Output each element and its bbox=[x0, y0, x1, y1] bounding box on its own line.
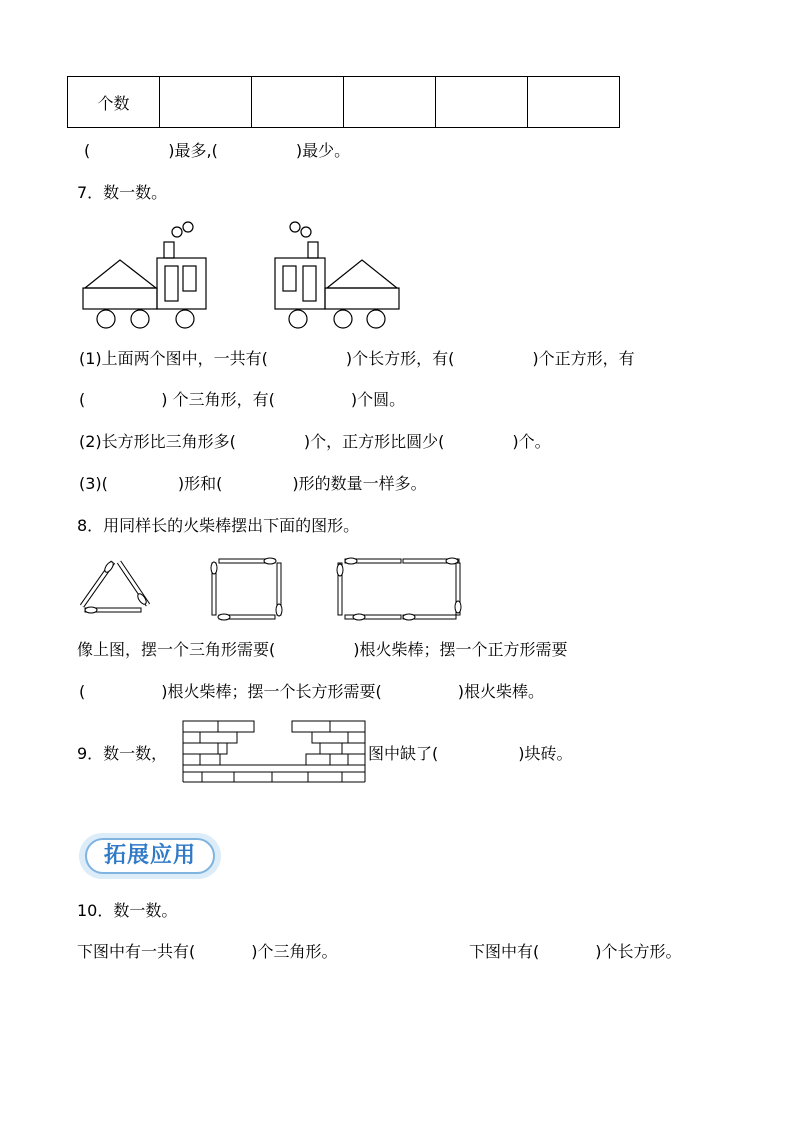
q9-suffix-text-b: )块砖。 bbox=[518, 744, 573, 763]
q8-line1-text-b: )根火柴棒；摆一个正方形需要 bbox=[353, 640, 568, 659]
q7-line4-text-a: (3)( bbox=[79, 474, 108, 493]
q10-left-text-a: 下图中有一共有( bbox=[77, 942, 196, 961]
q10-right-text-a: 下图中有( bbox=[469, 942, 540, 961]
q7-line2-text-c: )个圆。 bbox=[350, 390, 406, 409]
q10-left-line bbox=[77, 942, 338, 962]
q7-line4-text-c: )形的数量一样多。 bbox=[292, 474, 427, 493]
q6-paren-open: ( bbox=[84, 141, 91, 160]
q7-line1-text-c: )个正方形，有 bbox=[532, 349, 635, 368]
q8-line1-text-a: 像上图，摆一个三角形需要( bbox=[77, 640, 276, 659]
q8-line2-text-b: )根火柴棒；摆一个长方形需要( bbox=[161, 682, 382, 701]
q7-line2-text-b: ) 个三角形，有( bbox=[161, 390, 275, 409]
q7-line1-text-b: )个长方形，有( bbox=[345, 349, 455, 368]
q10-left-text-b: )个三角形。 bbox=[251, 942, 338, 961]
q8-line2-text-c: )根火柴棒。 bbox=[457, 682, 544, 701]
row-label: 个数 bbox=[68, 77, 160, 128]
q9-suffix-text-a: 图中缺了( bbox=[368, 744, 439, 763]
q8-line2-text-a: ( bbox=[79, 682, 86, 701]
q7-line4-text-b: )形和( bbox=[177, 474, 223, 493]
matchstick-rectangle bbox=[337, 558, 461, 620]
q9-prefix: 9．数一数， bbox=[77, 744, 168, 763]
q10-right-text-b: )个长方形。 bbox=[595, 942, 682, 961]
q8-line1 bbox=[77, 640, 568, 660]
q6-least-text: )最少。 bbox=[295, 141, 351, 160]
matchstick-square bbox=[211, 558, 282, 620]
brick-wall-figure bbox=[182, 720, 368, 784]
badge-text: 拓展应用 bbox=[103, 843, 196, 868]
q9-suffix bbox=[368, 744, 573, 764]
q7-line2-text-a: ( bbox=[79, 390, 86, 409]
q7-line3-text-a: (2)长方形比三角形多( bbox=[79, 432, 236, 451]
matchstick-triangle bbox=[82, 560, 148, 613]
q8-title: 8．用同样长的火柴棒摆出下面的图形。 bbox=[77, 516, 360, 535]
q7-line1-text-a: (1)上面两个图中，一共有( bbox=[79, 349, 268, 368]
q10-title: 10．数一数。 bbox=[77, 901, 178, 920]
q8-line2 bbox=[79, 682, 544, 702]
q7-line3-text-b: )个，正方形比圆少( bbox=[303, 432, 445, 451]
q10-right-line bbox=[469, 942, 682, 962]
q7-title: 7．数一数。 bbox=[77, 183, 168, 202]
q6-most-text: )最多,( bbox=[168, 141, 218, 160]
section-badge bbox=[79, 833, 221, 879]
q7-line3-text-c: )个。 bbox=[512, 432, 551, 451]
